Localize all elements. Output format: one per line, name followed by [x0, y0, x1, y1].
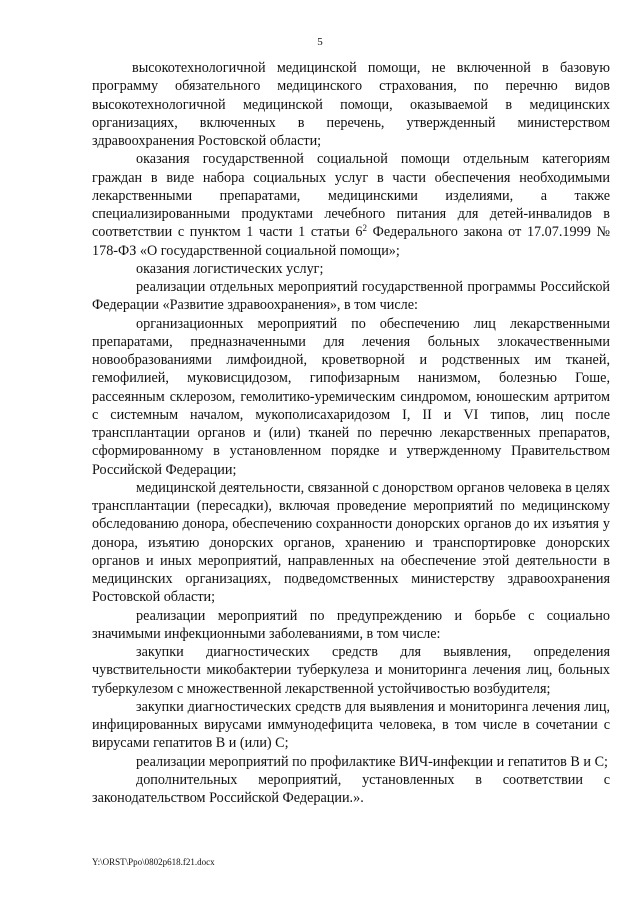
paragraph-infectious-diseases: реализации мероприятий по предупреждению и борьбе с социально значимыми инфекционными заболеваниями, в том числе: [92, 607, 610, 642]
paragraph-hiv-prevention: реализации мероприятий по профилактике ВИЧ-инфекции и гепатитов В и С; [136, 753, 608, 770]
paragraph-state-social-help-text: оказания государственной социальной помощи отдельным категориям граждан в виде набора социальных услуг в части обеспечения необходимыми лекарственными препаратами, медицинскими изделиями, а также специализированными продуктами лечебного питания для детей-инвалидов в соответствии с пунктом 1 части 1 статьи 6 [92, 151, 610, 241]
paragraph-hiv-diagnostics: закупки диагностических средств для выявления и мониторинга лечения лиц, инфицированных вирусами иммунодефицита человека, в том числе в сочетании с вирусами гепатитов В и (или) С; [92, 698, 610, 752]
document-body [92, 59, 610, 807]
paragraph-state-social-help [92, 150, 610, 260]
paragraph-organizational-measures: организационных мероприятий по обеспечению лиц лекарственными препаратами, предназначенными для лечения больных злокачественными новообразованиями лимфоидной, кроветворной и родственных им тканей, гемофилией, муковисцидозом, гипофизарным нанизмом, болезнью Гоше, рассеянным склерозом, гемолитико-уремическим синдромом, юношеским артритом с системным началом, мукополисахаридозом I, II и VI типов, лиц после трансплантации органов и (или) тканей по перечню лекарственных препаратов, сформированному в установленном порядке и утвержденному Правительством Российской Федерации; [92, 315, 610, 478]
paragraph-state-program: реализации отдельных мероприятий государственной программы Российской Федерации «Развитие здравоохранения», в том числе: [92, 279, 610, 314]
footer-file-path: Y:\ORST\Ppo\0802p618.f21.docx [92, 857, 215, 867]
superscript-article-number: 2 [362, 223, 368, 234]
paragraph-logistics: оказания логистических услуг; [136, 260, 324, 277]
paragraph-state-social-help-tail: Федерального закона от 17.07.1999 № 178-ФЗ «О государственной социальной помощи»; [92, 224, 610, 259]
paragraph-high-tech-care: высокотехнологичной медицинской помощи, не включенной в базовую программу обязательного медицинского страхования, по перечню видов высокотехнологичной медицинской помощи, оказываемой в медицинских организациях, включенных в перечень, утвержденный министерством здравоохранения Ростовской области; [92, 60, 610, 149]
paragraph-additional-measures: дополнительных мероприятий, установленных в соответствии с законодательством Российской Федерации.». [92, 771, 610, 806]
page-number: 5 [317, 36, 323, 48]
paragraph-tuberculosis-diagnostics: закупки диагностических средств для выявления, определения чувствительности микобактерии туберкулеза и мониторинга лечения лиц, больных туберкулезом с множественной лекарственной устойчивостью возбудителя; [92, 644, 610, 697]
paragraph-organ-donation: медицинской деятельности, связанной с донорством органов человека в целях трансплантации (пересадки), включая проведение мероприятий по медицинскому обследованию донора, обеспечению сохранности донорских органов до их изъятия у донора, изъятию донорских органов, хранению и транспортировке донорских органов и иных мероприятий, направленных на обеспечение этой деятельности в медицинских организациях, подведомственных министерству здравоохранения Ростовской области; [92, 479, 610, 606]
